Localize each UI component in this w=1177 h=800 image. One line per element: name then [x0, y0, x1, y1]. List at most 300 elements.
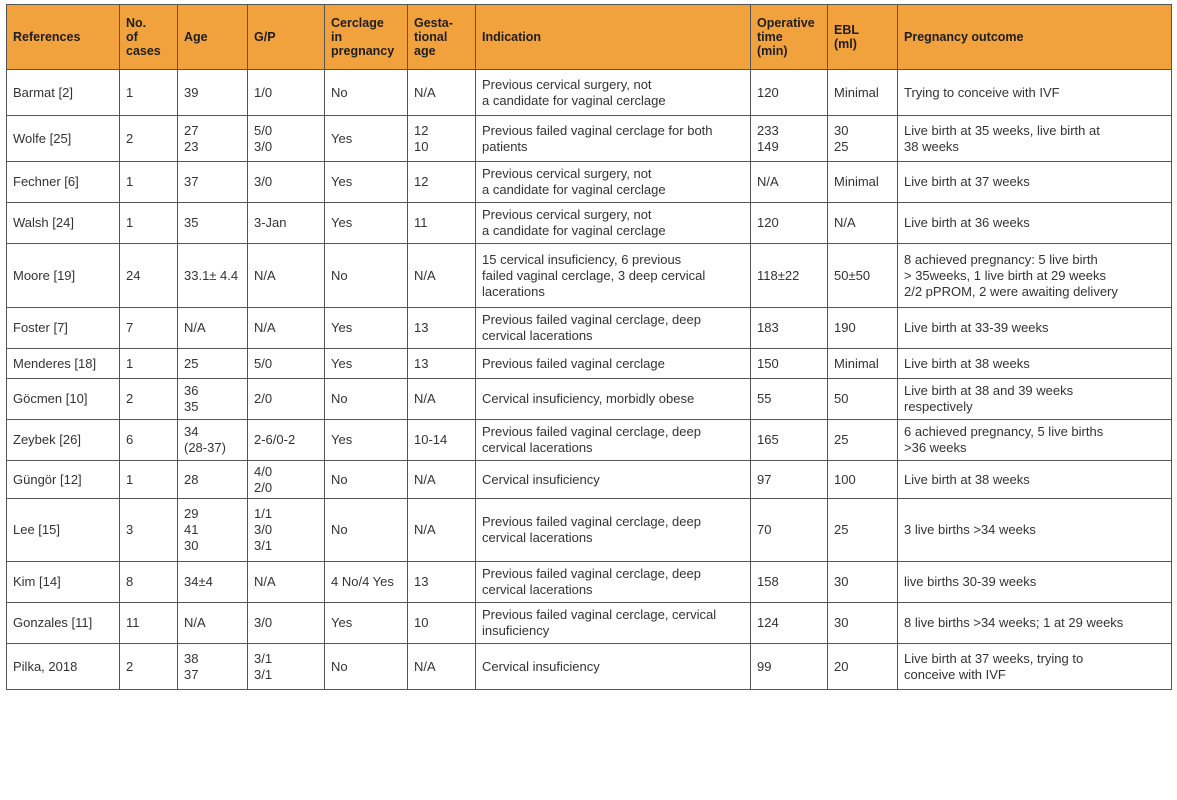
cell-line: Minimal — [834, 174, 879, 189]
cell-line: 15 cervical insuficiency, 6 previous — [482, 251, 682, 267]
cell-line: 36 — [184, 383, 199, 398]
cell-cerclage — [325, 420, 408, 461]
cell-operative-time — [751, 203, 828, 244]
header-line: cases — [126, 44, 161, 58]
cell-line: 3 — [126, 522, 134, 537]
table-row — [7, 244, 1172, 308]
cell-line: Foster [7] — [13, 320, 68, 335]
cell-age — [178, 162, 248, 203]
cell-gestational-age — [408, 644, 476, 690]
cell-line: 41 — [184, 522, 199, 537]
cell-ebl — [828, 116, 898, 162]
cell-line: 1 — [126, 471, 134, 487]
cell-line: Walsh [24] — [13, 215, 74, 230]
cell-line: insuficiency — [482, 623, 550, 638]
cell-gp — [248, 349, 325, 379]
cell-line: N/A — [414, 84, 436, 100]
cell-line: Göcmen [10] — [13, 391, 88, 406]
cell-line: 10 — [414, 138, 429, 154]
cell-pregnancy-outcome — [898, 70, 1172, 116]
cell-line: live births 30-39 weeks — [904, 574, 1037, 589]
cell-cerclage — [325, 162, 408, 203]
cell-ebl — [828, 162, 898, 203]
cell-line: cervical lacerations — [482, 582, 593, 597]
cell-line: > 35weeks, 1 live birth at 29 weeks — [904, 267, 1106, 283]
table-row — [7, 308, 1172, 349]
cell-line: 27 — [184, 122, 199, 138]
cell-line: 150 — [757, 355, 779, 371]
cell-line: 37 — [184, 174, 199, 189]
cell-references — [7, 70, 120, 116]
table-row — [7, 203, 1172, 244]
table-body — [7, 70, 1172, 690]
cell-age — [178, 70, 248, 116]
cell-line: Live birth at 38 weeks — [904, 355, 1030, 371]
cell-ebl — [828, 644, 898, 690]
cell-gp — [248, 203, 325, 244]
cell-age — [178, 349, 248, 379]
cell-line: N/A — [414, 267, 436, 283]
cell-line: a candidate for vaginal cerclage — [482, 92, 666, 108]
cell-line: (28-37) — [184, 440, 226, 455]
cell-line: N/A — [184, 320, 206, 335]
cell-line: Zeybek [26] — [13, 432, 81, 447]
cell-line: 35 — [184, 399, 199, 414]
cell-line: 120 — [757, 84, 779, 100]
cell-line: Minimal — [834, 355, 879, 371]
cell-line: 3/1 — [254, 650, 273, 666]
cell-line: 4/0 — [254, 463, 273, 479]
header-line: of — [126, 30, 138, 44]
cell-operative-time — [751, 644, 828, 690]
header-gp — [248, 5, 325, 70]
cell-line: Yes — [331, 615, 353, 630]
table-row — [7, 162, 1172, 203]
cell-line: 6 achieved pregnancy, 5 live births — [904, 424, 1104, 439]
cell-line: 35 — [184, 215, 199, 230]
cell-age — [178, 562, 248, 603]
cell-line: Previous cervical surgery, not — [482, 76, 652, 92]
cell-pregnancy-outcome — [898, 499, 1172, 562]
table-row — [7, 644, 1172, 690]
cell-gp — [248, 162, 325, 203]
cell-line: 100 — [834, 471, 856, 487]
cell-line: 5/0 — [254, 122, 273, 138]
cell-line: Previous failed vaginal cerclage, deep — [482, 566, 701, 581]
cell-gestational-age — [408, 562, 476, 603]
table-row — [7, 70, 1172, 116]
cell-line: 10-14 — [414, 432, 448, 447]
cell-line: 13 — [414, 320, 429, 335]
header-line: EBL — [834, 23, 859, 37]
cell-gp — [248, 499, 325, 562]
cell-cerclage — [325, 203, 408, 244]
cell-line: 38 — [184, 650, 199, 666]
cell-age — [178, 308, 248, 349]
cell-age — [178, 379, 248, 420]
cell-line: 30 — [834, 122, 849, 138]
cell-ebl — [828, 203, 898, 244]
cell-line: 25 — [834, 138, 849, 154]
cell-line: 70 — [757, 522, 772, 537]
cell-line: No — [331, 391, 348, 406]
cell-gestational-age — [408, 461, 476, 499]
cell-indication — [476, 70, 751, 116]
cell-cases — [120, 244, 178, 308]
cell-indication — [476, 162, 751, 203]
cell-line: Live birth at 38 and 39 weeks — [904, 383, 1074, 398]
cell-gp — [248, 644, 325, 690]
cell-cerclage — [325, 70, 408, 116]
cell-line: Live birth at 36 weeks — [904, 215, 1030, 230]
cell-line: 25 — [834, 432, 849, 447]
cell-indication — [476, 562, 751, 603]
cell-line: 23 — [184, 138, 199, 154]
header-line: Indication — [482, 30, 542, 44]
cell-cases — [120, 308, 178, 349]
cell-line: No — [331, 658, 348, 674]
cell-indication — [476, 461, 751, 499]
cell-operative-time — [751, 499, 828, 562]
cell-line: 8 achieved pregnancy: 5 live birth — [904, 251, 1098, 267]
cell-gestational-age — [408, 349, 476, 379]
cell-line: Güngör [12] — [13, 471, 82, 487]
cell-line: 1 — [126, 174, 134, 189]
cell-line: Previous failed vaginal cerclage, deep — [482, 514, 701, 529]
cell-line: cervical lacerations — [482, 328, 593, 343]
cell-line: 99 — [757, 658, 772, 674]
cell-cases — [120, 116, 178, 162]
cell-line: 2/0 — [254, 479, 273, 495]
cell-pregnancy-outcome — [898, 203, 1172, 244]
cell-line: failed vaginal cerclage, 3 deep cervical — [482, 267, 706, 283]
cell-line: Yes — [331, 174, 353, 189]
cell-line: respectively — [904, 399, 973, 414]
cell-line: Menderes [18] — [13, 355, 97, 371]
cell-line: Fechner [6] — [13, 174, 79, 189]
cell-line: >36 weeks — [904, 440, 967, 455]
cell-line: lacerations — [482, 283, 545, 299]
cell-line: 12 — [414, 122, 429, 138]
cell-gp — [248, 562, 325, 603]
header-line: tional — [414, 30, 448, 44]
cell-cerclage — [325, 461, 408, 499]
cell-cases — [120, 379, 178, 420]
cell-operative-time — [751, 308, 828, 349]
cell-references — [7, 379, 120, 420]
cell-ebl — [828, 349, 898, 379]
cell-line: 7 — [126, 320, 134, 335]
header-line: Operative — [757, 16, 815, 30]
cell-line: Yes — [331, 215, 353, 230]
cell-indication — [476, 203, 751, 244]
cell-age — [178, 244, 248, 308]
cell-references — [7, 499, 120, 562]
cell-line: 1 — [126, 215, 134, 230]
header-row — [7, 5, 1172, 70]
cell-cerclage — [325, 308, 408, 349]
header-line: (ml) — [834, 37, 857, 51]
cell-cerclage — [325, 499, 408, 562]
header-line: time — [757, 30, 783, 44]
cell-references — [7, 203, 120, 244]
cell-gestational-age — [408, 70, 476, 116]
cell-gestational-age — [408, 162, 476, 203]
cell-cerclage — [325, 349, 408, 379]
cell-gestational-age — [408, 420, 476, 461]
cell-indication — [476, 308, 751, 349]
cell-ebl — [828, 499, 898, 562]
cell-pregnancy-outcome — [898, 379, 1172, 420]
cell-ebl — [828, 603, 898, 644]
cell-operative-time — [751, 562, 828, 603]
cell-operative-time — [751, 116, 828, 162]
cell-gestational-age — [408, 379, 476, 420]
cell-line: a candidate for vaginal cerclage — [482, 182, 666, 197]
cell-operative-time — [751, 379, 828, 420]
cell-line: 8 live births >34 weeks; 1 at 29 weeks — [904, 615, 1124, 630]
header-cases — [120, 5, 178, 70]
cell-line: 20 — [834, 658, 849, 674]
cell-indication — [476, 644, 751, 690]
cell-line: Gonzales [11] — [13, 615, 93, 630]
cell-references — [7, 420, 120, 461]
cell-line: patients — [482, 138, 528, 154]
cell-references — [7, 349, 120, 379]
header-line: Age — [184, 30, 208, 44]
cell-pregnancy-outcome — [898, 603, 1172, 644]
cell-line: 2 — [126, 391, 134, 406]
cell-line: Previous failed vaginal cerclage, deep — [482, 424, 701, 439]
cell-line: No — [331, 267, 348, 283]
cell-ebl — [828, 244, 898, 308]
cell-line: 25 — [834, 522, 849, 537]
cell-pregnancy-outcome — [898, 162, 1172, 203]
cell-pregnancy-outcome — [898, 562, 1172, 603]
cell-line: 34±4 — [184, 574, 213, 589]
cell-line: Previous failed vaginal cerclage for both — [482, 122, 713, 138]
cell-line: Kim [14] — [13, 574, 61, 589]
cerclage-studies-table — [6, 4, 1172, 690]
cell-gp — [248, 244, 325, 308]
cell-line: 4 No/4 Yes — [331, 574, 394, 589]
cell-cases — [120, 461, 178, 499]
cell-ebl — [828, 461, 898, 499]
cell-line: N/A — [254, 320, 276, 335]
cell-line: Barmat [2] — [13, 84, 73, 100]
cell-line: Lee [15] — [13, 522, 60, 537]
cell-gp — [248, 308, 325, 349]
cell-line: 2/0 — [254, 391, 273, 406]
cell-cases — [120, 162, 178, 203]
cell-cerclage — [325, 562, 408, 603]
cell-line: 50±50 — [834, 267, 871, 283]
header-line: pregnancy — [331, 44, 395, 58]
cell-line: Cervical insuficiency, morbidly obese — [482, 391, 695, 406]
cell-line: Previous failed vaginal cerclage, deep — [482, 312, 701, 327]
cell-gestational-age — [408, 308, 476, 349]
cell-pregnancy-outcome — [898, 644, 1172, 690]
table-row — [7, 461, 1172, 499]
cell-line: Pilka, 2018 — [13, 658, 78, 674]
cell-line: Previous cervical surgery, not — [482, 166, 652, 181]
cell-cases — [120, 644, 178, 690]
cell-line: Yes — [331, 130, 353, 146]
cell-line: Previous failed vaginal cerclage, cervical — [482, 607, 717, 622]
cell-references — [7, 644, 120, 690]
cell-line: 13 — [414, 355, 429, 371]
cell-indication — [476, 603, 751, 644]
cell-operative-time — [751, 244, 828, 308]
cell-line: 3-Jan — [254, 215, 287, 230]
cell-operative-time — [751, 420, 828, 461]
cell-line: N/A — [254, 574, 276, 589]
cell-line: No — [331, 522, 348, 537]
cell-line: 34 — [184, 424, 199, 439]
cell-line: 2-6/0-2 — [254, 432, 296, 447]
cell-age — [178, 644, 248, 690]
cell-line: N/A — [254, 267, 276, 283]
cell-line: Live birth at 35 weeks, live birth at — [904, 122, 1100, 138]
cell-line: 37 — [184, 666, 199, 682]
cell-line: 149 — [757, 138, 779, 154]
cell-line: 30 — [834, 574, 849, 589]
cell-cases — [120, 349, 178, 379]
table-row — [7, 420, 1172, 461]
cell-cerclage — [325, 116, 408, 162]
cell-gp — [248, 603, 325, 644]
cell-line: 50 — [834, 391, 849, 406]
cell-cases — [120, 562, 178, 603]
header-line: Pregnancy outcome — [904, 30, 1024, 44]
cell-age — [178, 203, 248, 244]
cell-cases — [120, 420, 178, 461]
cell-line: 55 — [757, 391, 772, 406]
cell-references — [7, 116, 120, 162]
cell-line: 1/0 — [254, 84, 273, 100]
cell-line: N/A — [184, 615, 206, 630]
cell-gestational-age — [408, 499, 476, 562]
cell-pregnancy-outcome — [898, 349, 1172, 379]
cell-line: 3/0 — [254, 522, 273, 537]
cell-cases — [120, 70, 178, 116]
cell-age — [178, 420, 248, 461]
cell-line: a candidate for vaginal cerclage — [482, 223, 666, 238]
header-line: (min) — [757, 44, 788, 58]
cell-line: N/A — [414, 522, 436, 537]
cell-line: No — [331, 84, 348, 100]
cell-line: Yes — [331, 320, 353, 335]
cell-line: 38 weeks — [904, 138, 959, 154]
table-row — [7, 562, 1172, 603]
cell-gestational-age — [408, 603, 476, 644]
cell-references — [7, 603, 120, 644]
cell-line: 39 — [184, 84, 199, 100]
cell-references — [7, 162, 120, 203]
cell-pregnancy-outcome — [898, 420, 1172, 461]
cell-line: conceive with IVF — [904, 666, 1006, 682]
cell-line: N/A — [834, 215, 856, 230]
cell-cerclage — [325, 644, 408, 690]
cell-line: 124 — [757, 615, 779, 630]
cell-gp — [248, 461, 325, 499]
cell-line: Yes — [331, 432, 353, 447]
cell-line: Cervical insuficiency — [482, 658, 600, 674]
cell-line: 12 — [414, 174, 429, 189]
cell-line: 2/2 pPROM, 2 were awaiting delivery — [904, 283, 1118, 299]
cell-line: 2 — [126, 130, 134, 146]
cell-indication — [476, 244, 751, 308]
cell-line: 3 live births >34 weeks — [904, 522, 1036, 537]
cell-line: 3/0 — [254, 615, 273, 630]
cell-line: No — [331, 471, 348, 487]
cell-references — [7, 308, 120, 349]
header-line: age — [414, 44, 436, 58]
cell-pregnancy-outcome — [898, 461, 1172, 499]
cell-line: 11 — [414, 215, 428, 230]
cell-line: 8 — [126, 574, 134, 589]
cell-line: cervical lacerations — [482, 530, 593, 545]
cell-line: 1 — [126, 355, 134, 371]
cell-line: Live birth at 37 weeks, trying to — [904, 650, 1084, 666]
cell-pregnancy-outcome — [898, 116, 1172, 162]
cell-line: 33.1± 4.4 — [184, 267, 239, 283]
cell-line: 118±22 — [757, 267, 800, 283]
cell-line: Yes — [331, 355, 353, 371]
cell-age — [178, 603, 248, 644]
cell-cerclage — [325, 244, 408, 308]
header-age — [178, 5, 248, 70]
cell-gp — [248, 379, 325, 420]
cell-line: 190 — [834, 320, 856, 335]
cell-ebl — [828, 420, 898, 461]
cell-operative-time — [751, 603, 828, 644]
cell-line: Previous cervical surgery, not — [482, 207, 652, 222]
cell-line: Cervical insuficiency — [482, 471, 600, 487]
cell-line: Live birth at 38 weeks — [904, 471, 1030, 487]
cell-cerclage — [325, 603, 408, 644]
header-gestational-age — [408, 5, 476, 70]
cell-line: 3/1 — [254, 666, 273, 682]
cell-line: 1/1 — [254, 506, 273, 521]
header-ebl — [828, 5, 898, 70]
header-line: No. — [126, 16, 147, 30]
header-pregnancy-outcome — [898, 5, 1172, 70]
cell-line: N/A — [414, 658, 436, 674]
cell-operative-time — [751, 162, 828, 203]
header-cerclage — [325, 5, 408, 70]
table-row — [7, 603, 1172, 644]
cell-references — [7, 461, 120, 499]
cell-operative-time — [751, 461, 828, 499]
header-line: References — [13, 30, 81, 44]
cell-pregnancy-outcome — [898, 308, 1172, 349]
cell-line: 97 — [757, 471, 772, 487]
cell-indication — [476, 116, 751, 162]
table-row — [7, 349, 1172, 379]
cell-ebl — [828, 308, 898, 349]
cell-line: N/A — [414, 391, 436, 406]
cell-gp — [248, 420, 325, 461]
cell-line: Previous failed vaginal cerclage — [482, 355, 665, 371]
cell-line: 158 — [757, 574, 779, 589]
cell-operative-time — [751, 70, 828, 116]
cell-age — [178, 116, 248, 162]
cell-line: 3/0 — [254, 138, 273, 154]
cell-line: Minimal — [834, 84, 879, 100]
cell-line: 5/0 — [254, 355, 273, 371]
cell-line: 24 — [126, 267, 141, 283]
